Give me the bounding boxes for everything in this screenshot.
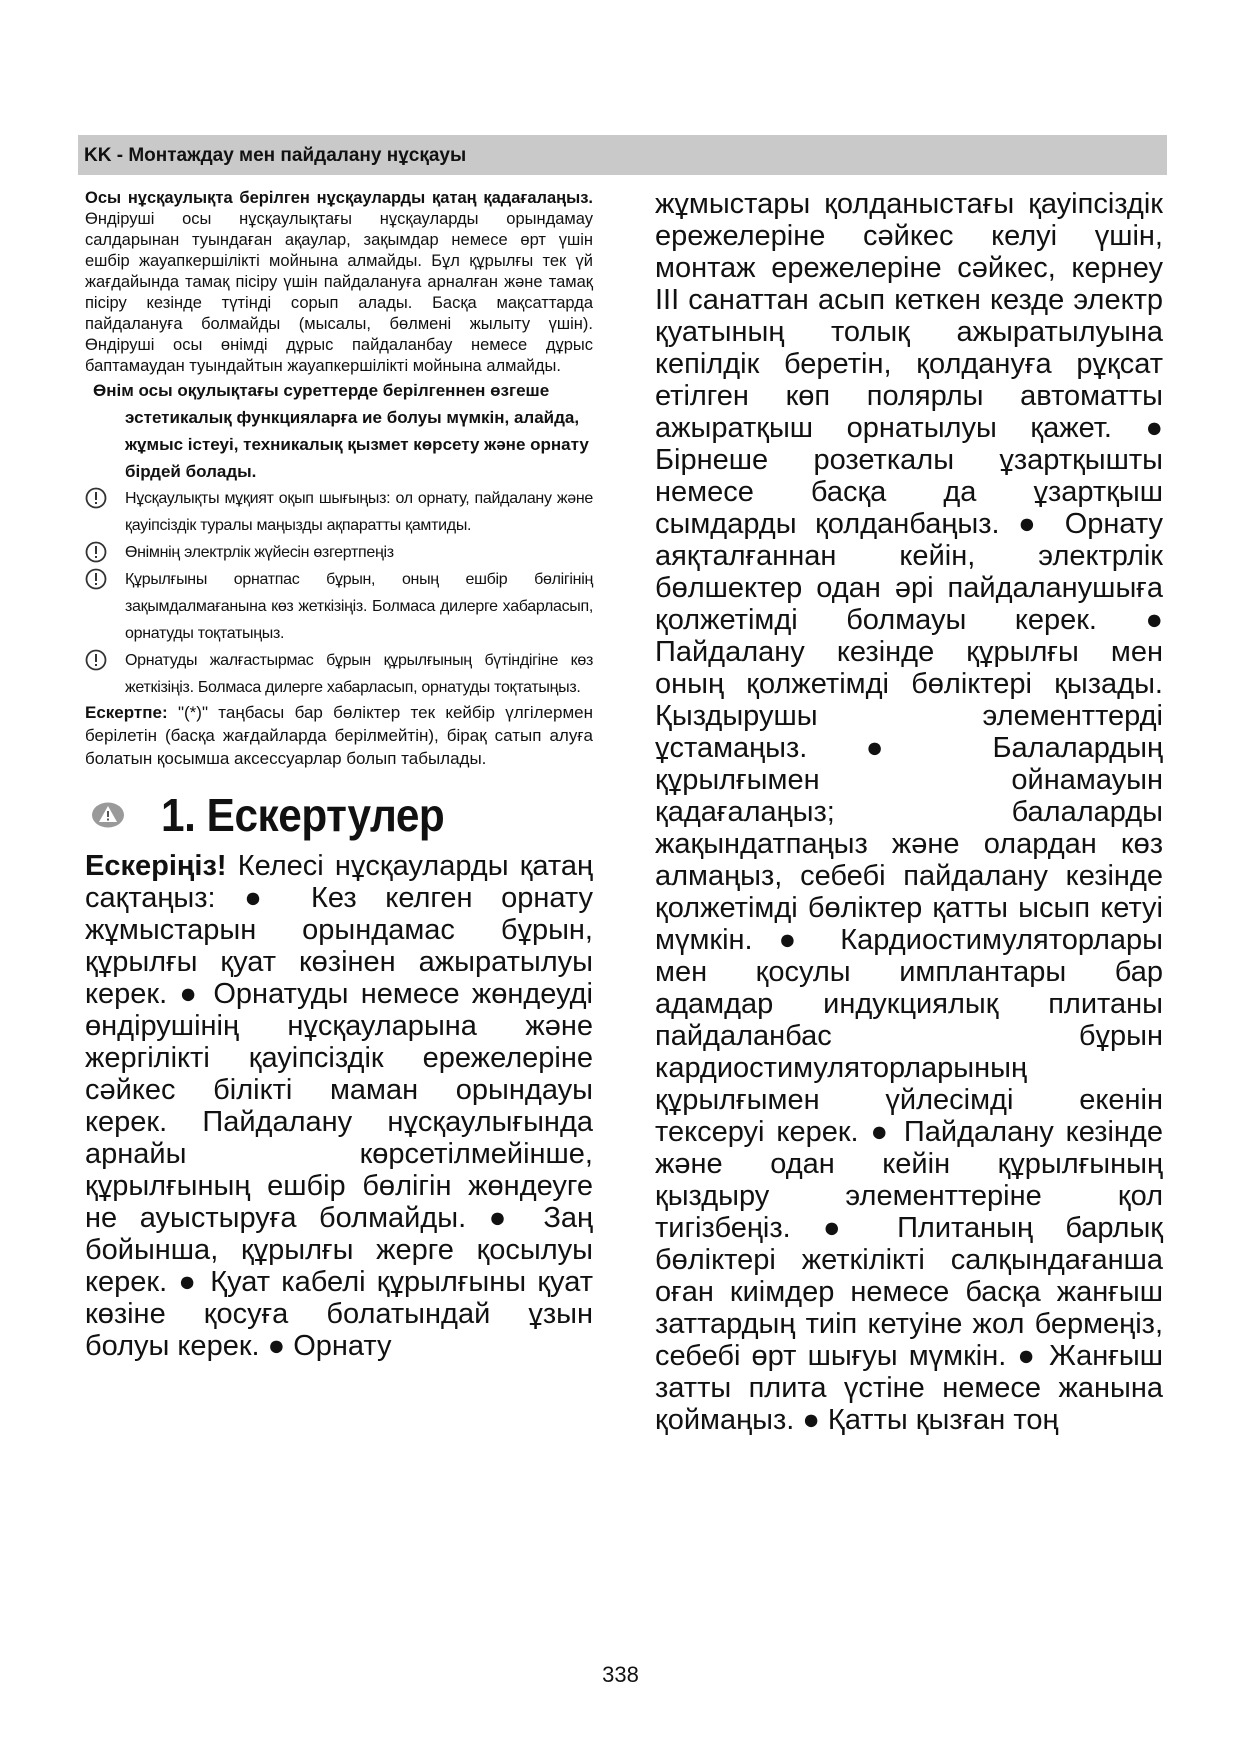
remark-label: Ескертпе: — [85, 703, 168, 722]
right-body-text: жұмыстары қолданыстағы қауіпсіздік ережелеріне сәйкес келуі үшін, монтаж ережелеріне сәйкес, кернеу III санаттан асып кеткен кезде электр қуатының толық ажыратылуына кепілдік беретін, қолдануға рұқсат етілген көп полярлы автоматты ажыратқыш орнатылуы қажет. ● Бірнеше розеткалы ұзартқышты немесе басқа да ұзартқыш сымдарды қолданбаңыз. ● Орнату аяқталғаннан кейін, электрлік бөлшектер одан әрі пайдаланушыға қолжетімді болмауы керек. ● Пайдалану кезінде құрылғы мен оның қолжетімді бөліктері қызады. Қыздырушы элементтерді ұстамаңыз. ● Балалардың құрылғымен ойнамауын қадағалаңыз; балаларды жақындатпаңыз және олардан көз алмаңыз, себебі пайдалану кезінде қолжетімді бөліктер қатты ысып кетуі мүмкін. ● Кардиостимуляторлары мен қосулы имплантары бар адамдар индукциялық плитаны пайдаланбас бұрын кардиостимуляторларының құрылғымен үйлесімді екенін тексеруі керек. ● Пайдалану кезінде және одан кейін құрылғының қыздыру элементтеріне қол тигізбеңіз. ● Плитаның барлық бөліктері жеткілікті салқындағанша оған киімдер немесе басқа жанғыш заттардың тиіп кетуіне жол бермеңіз, себебі өрт шығуы мүмкін. ● Жанғыш затты плита үстіне немесе жанына қоймаңыз. ● Қатты қызған тоң — [655, 188, 1163, 1436]
section-title: 1. Ескертулер — [161, 789, 445, 841]
warning-triangle-icon — [91, 801, 125, 829]
left-body-bold: Ескеріңіз! — [85, 850, 227, 882]
product-note-rest: берілгеннен өзгеше эстетикалық функцияларға ие болуы мүмкін, алайда, жұмыс істеуі, техникалық қызмет көрсету және орнату бірдей болады. — [125, 381, 589, 481]
left-body-text — [85, 850, 593, 1362]
remark-text: "(*)" таңбасы бар бөліктер тек кейбір үлгілермен берілетін (басқа жағдайларда берілмейтін), бірақ сатып алуға болатын қосымша аксессуарлар болып табылады. — [85, 703, 593, 768]
intro-text: Өндіруші осы нұсқаулықтағы нұсқауларды орындамау салдарынан туындаған ақаулар, зақымдар немесе өрт үшін ешбір жауапкершілікті мойнына алмайды. Бұл құрылғы тек үй жағдайында тамақ пісіру үшін пайдалануға арналған және тамақ пісіру кезінде түтінді сорып алады. Басқа мақсаттарда пайдалануға болмайды (мысалы, бөлмені жылыту үшін). Өндіруші осы өнімді дұрыс пайдаланбау немесе дұрыс баптамаудан туындайтын жауапкершілікті мойнына алмайды. — [85, 210, 593, 375]
intro-paragraph — [85, 188, 593, 377]
remark-paragraph — [85, 701, 593, 770]
warning-item — [85, 485, 593, 539]
header-title: KK - Монтаждау мен пайдалану нұсқауы — [84, 145, 467, 166]
page-number: 338 — [602, 1662, 639, 1687]
attention-circle-icon — [85, 541, 107, 563]
warning-text: Өнімнің электрлік жүйесін өзгертпеңіз — [125, 544, 394, 561]
section-heading — [85, 780, 593, 850]
warning-text: Орнатуды жалғастырмас бұрын құрылғының бүтіндігіне көз жеткізіңіз. Болмаса дилерге хабарласып, орнатуды тоқтатыңыз. — [125, 652, 593, 696]
warning-item — [85, 566, 593, 647]
warning-item — [85, 539, 593, 566]
attention-circle-icon — [85, 568, 107, 590]
attention-circle-icon — [85, 487, 107, 509]
left-body-rest: Келесі нұсқауларды қатаң сақтаңыз: ● Кез келген орнату жұмыстарын орындамас бұрын, құрылғы қуат көзінен ажыратылуы керек. ● Орнатуды немесе жөндеуді өндірушінің нұсқауларына және жергілікті қауіпсіздік ережелеріне сәйкес білікті маман орындауы керек. Пайдалану нұсқаулығында арнайы көрсетілмейінше, құрылғының ешбір бөлігін жөндеуге не ауыстыруға болмайды. ● Заң бойынша, құрылғы жерге қосылуы керек. ● Қуат кабелі құрылғыны қуат көзіне қосуға болатындай ұзын болуы керек. ● Орнату — [85, 850, 593, 1362]
page-header — [78, 135, 1167, 175]
left-column — [85, 188, 593, 1362]
intro-bold: Осы нұсқаулықта берілген нұсқауларды қатаң қадағалаңыз. — [85, 189, 593, 207]
attention-circle-icon — [85, 649, 107, 671]
product-note-first: Өнім осы оқулықтағы суреттерде — [93, 381, 379, 400]
right-column — [655, 188, 1163, 1436]
warning-text: Құрылғыны орнатпас бұрын, оның ешбір бөлігінің зақымдалмағанына көз жеткізіңіз. Болмаса дилерге хабарласып, орнатуды тоқтатыңыз. — [125, 571, 593, 642]
warning-text: Нұсқаулықты мұқият оқып шығыңыз: ол орнату, пайдалану және қауіпсіздік туралы маңызды ақпаратты қамтиды. — [125, 490, 593, 534]
warning-item — [85, 647, 593, 701]
product-note — [85, 377, 593, 485]
